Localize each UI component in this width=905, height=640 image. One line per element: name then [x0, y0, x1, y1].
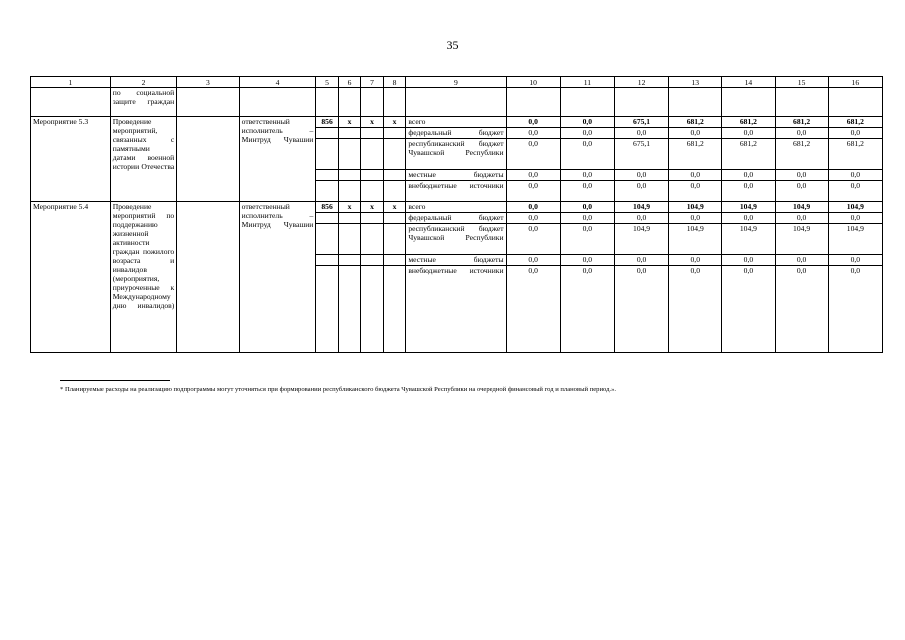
value-cell: 0,0	[775, 255, 828, 266]
value-cell: 0,0	[560, 202, 614, 213]
value-cell: 675,1	[614, 139, 668, 170]
cell	[383, 88, 406, 117]
cell	[406, 88, 506, 117]
code-cell: 856	[316, 202, 339, 213]
header-cell: 8	[383, 77, 406, 88]
value-cell: 0,0	[722, 266, 775, 353]
value-cell: 104,9	[775, 224, 828, 255]
value-cell: 0,0	[828, 266, 882, 353]
value-cell: 0,0	[506, 202, 560, 213]
funding-source: внебюджетные источники	[406, 266, 506, 353]
code-cell	[316, 139, 339, 170]
header-cell: 2	[110, 77, 176, 88]
value-cell: 0,0	[722, 181, 775, 202]
code-cell	[338, 255, 361, 266]
code-cell	[383, 224, 406, 255]
value-cell: 0,0	[669, 255, 722, 266]
value-cell: 0,0	[506, 181, 560, 202]
value-cell: 0,0	[828, 255, 882, 266]
value-cell: 0,0	[775, 266, 828, 353]
value-cell: 0,0	[506, 213, 560, 224]
code-cell	[316, 170, 339, 181]
header-cell: 6	[338, 77, 361, 88]
funding-source: всего	[406, 117, 506, 128]
value-cell: 681,2	[669, 139, 722, 170]
code-cell	[361, 128, 384, 139]
code-cell	[338, 266, 361, 353]
code-cell	[361, 139, 384, 170]
code-cell	[361, 266, 384, 353]
value-cell: 0,0	[828, 181, 882, 202]
footnote-rule	[60, 380, 170, 381]
code-cell	[383, 181, 406, 202]
code-cell: x	[383, 202, 406, 213]
cell	[177, 88, 239, 117]
code-cell	[338, 224, 361, 255]
value-cell: 0,0	[722, 255, 775, 266]
event-name: Мероприятие 5.3	[31, 117, 111, 202]
value-cell: 681,2	[722, 139, 775, 170]
header-cell: 5	[316, 77, 339, 88]
cell	[316, 88, 339, 117]
value-cell: 0,0	[560, 128, 614, 139]
event-col3	[177, 202, 239, 353]
value-cell: 104,9	[722, 202, 775, 213]
header-cell: 4	[239, 77, 316, 88]
code-cell	[383, 139, 406, 170]
funding-source: всего	[406, 202, 506, 213]
value-cell: 681,2	[722, 117, 775, 128]
code-cell	[383, 170, 406, 181]
value-cell: 0,0	[775, 170, 828, 181]
value-cell: 0,0	[506, 224, 560, 255]
value-cell: 104,9	[614, 202, 668, 213]
funding-source: республиканский бюджет Чувашской Республики	[406, 139, 506, 170]
value-cell: 0,0	[722, 170, 775, 181]
value-cell: 104,9	[722, 224, 775, 255]
value-cell: 0,0	[614, 170, 668, 181]
header-cell: 15	[775, 77, 828, 88]
value-cell: 0,0	[560, 139, 614, 170]
event-col3	[177, 117, 239, 202]
value-cell: 0,0	[669, 128, 722, 139]
funding-row	[31, 117, 883, 128]
code-cell	[338, 139, 361, 170]
value-cell: 0,0	[828, 170, 882, 181]
code-cell	[316, 224, 339, 255]
value-cell: 0,0	[560, 255, 614, 266]
value-cell: 104,9	[775, 202, 828, 213]
value-cell: 0,0	[560, 181, 614, 202]
header-cell: 11	[560, 77, 614, 88]
value-cell: 104,9	[669, 224, 722, 255]
value-cell: 681,2	[669, 117, 722, 128]
code-cell	[383, 213, 406, 224]
value-cell: 104,9	[828, 224, 882, 255]
value-cell: 104,9	[669, 202, 722, 213]
value-cell: 681,2	[828, 139, 882, 170]
code-cell	[361, 213, 384, 224]
cell	[338, 88, 361, 117]
value-cell: 0,0	[614, 128, 668, 139]
header-row	[31, 77, 883, 88]
value-cell: 0,0	[775, 128, 828, 139]
funding-source: республиканский бюджет Чувашской Республики	[406, 224, 506, 255]
value-cell: 0,0	[669, 181, 722, 202]
cell	[239, 88, 316, 117]
code-cell	[361, 255, 384, 266]
code-cell	[361, 181, 384, 202]
value-cell: 0,0	[669, 213, 722, 224]
code-cell: x	[383, 117, 406, 128]
cell	[560, 88, 614, 117]
cell	[722, 88, 775, 117]
code-cell: x	[361, 202, 384, 213]
code-cell	[383, 266, 406, 353]
code-cell	[383, 255, 406, 266]
value-cell: 0,0	[560, 213, 614, 224]
funding-source: местные бюджеты	[406, 170, 506, 181]
code-cell	[316, 255, 339, 266]
cell	[361, 88, 384, 117]
value-cell: 0,0	[560, 266, 614, 353]
value-cell: 0,0	[614, 181, 668, 202]
event-name: Мероприятие 5.4	[31, 202, 111, 353]
event-title: Проведение мероприятий, связанных с памятными датами военной истории Отечества	[110, 117, 176, 202]
code-cell	[361, 224, 384, 255]
value-cell: 0,0	[560, 117, 614, 128]
value-cell: 0,0	[828, 213, 882, 224]
continuation-text: по социальной защите граждан	[110, 88, 176, 117]
value-cell: 681,2	[775, 139, 828, 170]
value-cell: 0,0	[614, 255, 668, 266]
value-cell: 0,0	[506, 255, 560, 266]
code-cell	[316, 128, 339, 139]
funding-source: федеральный бюджет	[406, 213, 506, 224]
value-cell: 0,0	[722, 213, 775, 224]
code-cell	[338, 181, 361, 202]
code-cell	[383, 128, 406, 139]
code-cell	[338, 170, 361, 181]
header-cell: 7	[361, 77, 384, 88]
value-cell: 675,1	[614, 117, 668, 128]
value-cell: 0,0	[506, 170, 560, 181]
event-executor: ответственный исполнитель – Минтруд Чувашии	[239, 117, 316, 202]
header-cell: 16	[828, 77, 882, 88]
funding-source: внебюджетные источники	[406, 181, 506, 202]
value-cell: 681,2	[828, 117, 882, 128]
header-cell: 12	[614, 77, 668, 88]
cell	[828, 88, 882, 117]
value-cell: 681,2	[775, 117, 828, 128]
code-cell	[316, 181, 339, 202]
code-cell: x	[361, 117, 384, 128]
header-cell: 1	[31, 77, 111, 88]
cell	[31, 88, 111, 117]
value-cell: 0,0	[775, 213, 828, 224]
cell	[669, 88, 722, 117]
cell	[614, 88, 668, 117]
value-cell: 0,0	[506, 139, 560, 170]
value-cell: 0,0	[722, 128, 775, 139]
header-cell: 9	[406, 77, 506, 88]
header-cell: 13	[669, 77, 722, 88]
value-cell: 0,0	[506, 117, 560, 128]
value-cell: 0,0	[828, 128, 882, 139]
page-number: 35	[446, 38, 459, 52]
value-cell: 0,0	[669, 170, 722, 181]
value-cell: 0,0	[560, 170, 614, 181]
header-cell: 10	[506, 77, 560, 88]
funding-source: федеральный бюджет	[406, 128, 506, 139]
value-cell: 0,0	[614, 213, 668, 224]
event-title: Проведение мероприятий по поддержанию жизненной активности граждан пожилого возраста и инвалидов (мероприятия, приуроченные к Международному дню инвалидов)	[110, 202, 176, 353]
value-cell: 0,0	[614, 266, 668, 353]
value-cell: 0,0	[506, 128, 560, 139]
funding-row	[31, 202, 883, 213]
code-cell	[316, 213, 339, 224]
program-table	[30, 76, 883, 353]
value-cell: 104,9	[828, 202, 882, 213]
value-cell: 0,0	[775, 181, 828, 202]
code-cell	[361, 170, 384, 181]
value-cell: 0,0	[560, 224, 614, 255]
header-cell: 14	[722, 77, 775, 88]
code-cell	[338, 128, 361, 139]
footnote: * Планируемые расходы на реализацию подпрограммы могут уточняться при формировании республиканского бюджета Чувашской Республики на очередной финансовый год и плановый период.».	[60, 386, 617, 393]
code-cell	[316, 266, 339, 353]
code-cell: 856	[316, 117, 339, 128]
event-executor: ответственный исполнитель – Минтруд Чувашии	[239, 202, 316, 353]
value-cell: 0,0	[669, 266, 722, 353]
value-cell: 104,9	[614, 224, 668, 255]
code-cell: x	[338, 117, 361, 128]
continuation-row	[31, 88, 883, 117]
header-cell: 3	[177, 77, 239, 88]
value-cell: 0,0	[506, 266, 560, 353]
code-cell: x	[338, 202, 361, 213]
cell	[775, 88, 828, 117]
cell	[506, 88, 560, 117]
code-cell	[338, 213, 361, 224]
funding-source: местные бюджеты	[406, 255, 506, 266]
